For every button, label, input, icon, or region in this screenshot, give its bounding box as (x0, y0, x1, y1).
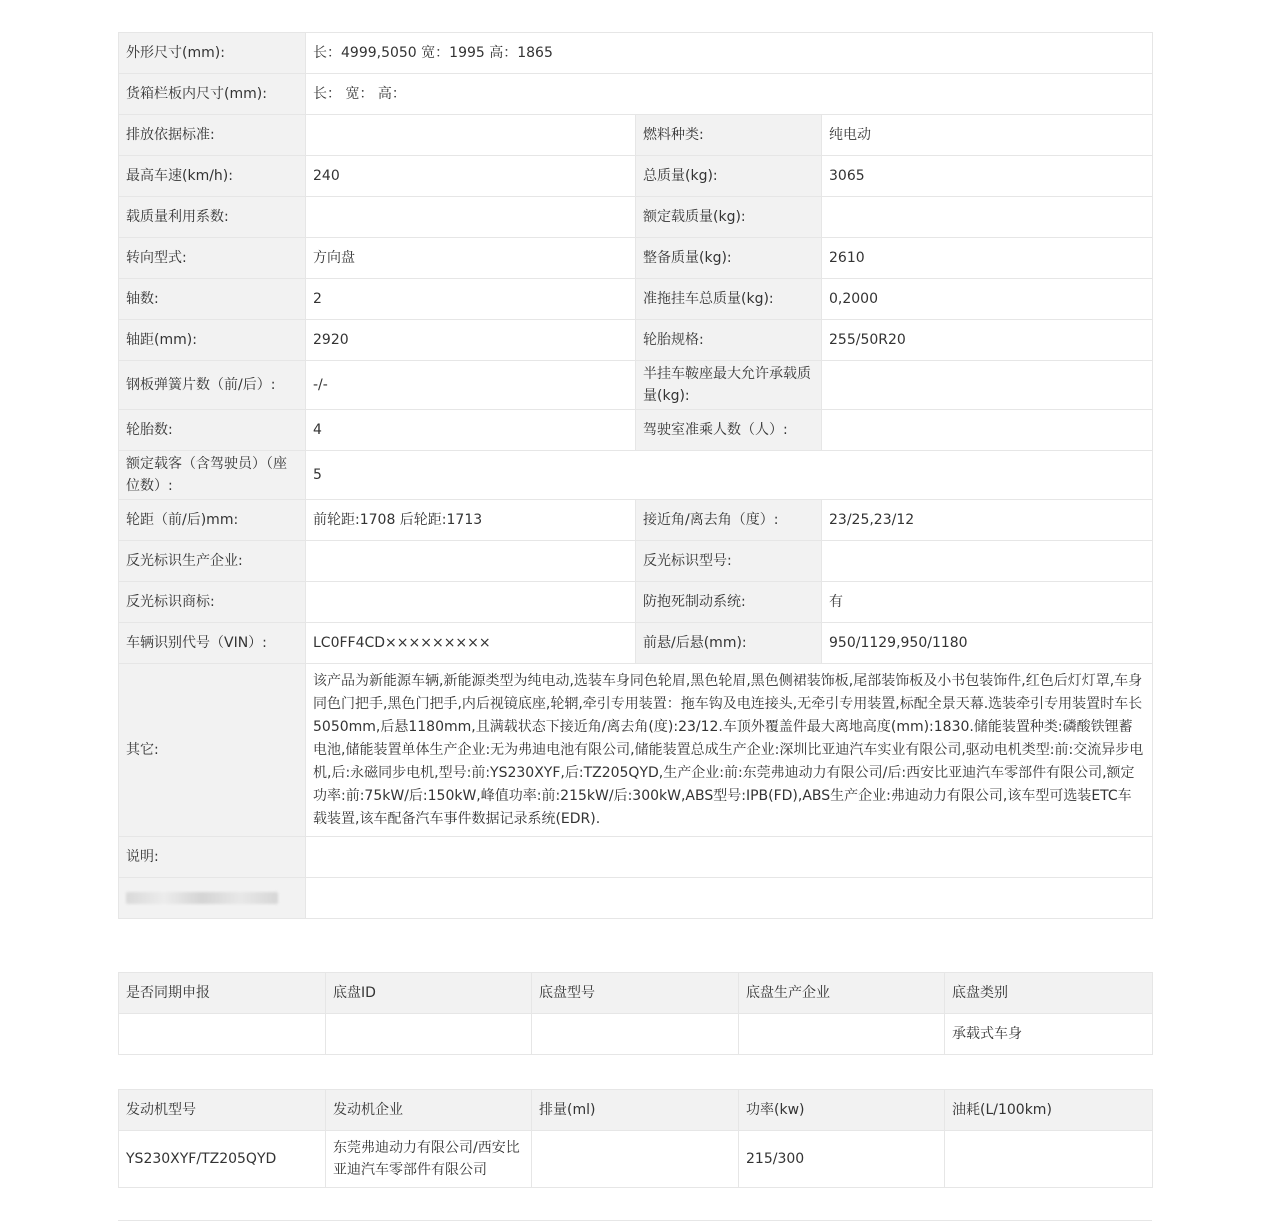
spec-label: 排放依据标准: (119, 115, 306, 156)
spec-label: 轮胎数: (119, 410, 306, 451)
spec-value: 有 (822, 582, 1153, 623)
spec-label: 反光标识生产企业: (119, 541, 306, 582)
spec-label: 反光标识商标: (119, 582, 306, 623)
spec-value (822, 361, 1153, 410)
spec-value (306, 197, 636, 238)
spec-label (119, 878, 306, 919)
spec-value (822, 197, 1153, 238)
table-cell: 215/300 (739, 1131, 945, 1188)
spec-label: 接近角/离去角（度）: (636, 500, 822, 541)
redacted-label (126, 892, 278, 904)
spec-row (119, 115, 1153, 156)
column-header: 发动机型号 (119, 1090, 326, 1131)
spec-row (119, 541, 1153, 582)
spec-value (306, 115, 636, 156)
table-cell (532, 1131, 739, 1188)
table-cell: 承载式车身 (945, 1014, 1153, 1055)
spec-label: 驾驶室准乘人数（人）: (636, 410, 822, 451)
spec-label: 外形尺寸(mm): (119, 33, 306, 74)
spec-value: 2610 (822, 238, 1153, 279)
chassis-section (118, 972, 1152, 1055)
spec-label: 反光标识型号: (636, 541, 822, 582)
spec-row-seats (119, 451, 1153, 500)
chassis-table (118, 972, 1153, 1055)
column-header: 是否同期申报 (119, 973, 326, 1014)
table-cell (326, 1014, 532, 1055)
spec-value (306, 878, 1153, 919)
spec-label: 总质量(kg): (636, 156, 822, 197)
spec-row (119, 279, 1153, 320)
spec-label: 轴距(mm): (119, 320, 306, 361)
spec-label: 说明: (119, 837, 306, 878)
spec-label: 车辆识别代号（VIN）: (119, 623, 306, 664)
spec-label: 轮胎规格: (636, 320, 822, 361)
spec-label: 轴数: (119, 279, 306, 320)
spec-value (822, 410, 1153, 451)
spec-value: 2 (306, 279, 636, 320)
spec-value: 长：4999,5050 宽：1995 高：1865 (306, 33, 1153, 74)
spec-row (119, 197, 1153, 238)
spec-value: 方向盘 (306, 238, 636, 279)
spec-row (119, 410, 1153, 451)
spec-value (306, 541, 636, 582)
spec-label: 钢板弹簧片数（前/后）: (119, 361, 306, 410)
chassis-header-row (119, 973, 1153, 1014)
spec-row (119, 238, 1153, 279)
spec-table (118, 32, 1153, 919)
spec-row (119, 320, 1153, 361)
column-header: 发动机企业 (326, 1090, 532, 1131)
spec-value: 4 (306, 410, 636, 451)
engine-header-row (119, 1090, 1153, 1131)
spec-value (822, 541, 1153, 582)
spec-value: -/- (306, 361, 636, 410)
table-cell (945, 1131, 1153, 1188)
spec-value: 2920 (306, 320, 636, 361)
table-row (119, 1014, 1153, 1055)
spec-row (119, 623, 1153, 664)
engine-table (118, 1089, 1153, 1188)
spec-value: 950/1129,950/1180 (822, 623, 1153, 664)
table-cell (119, 1014, 326, 1055)
spec-label: 防抱死制动系统: (636, 582, 822, 623)
spec-row-note (119, 837, 1153, 878)
column-header: 底盘ID (326, 973, 532, 1014)
spec-label: 额定载客（含驾驶员）（座位数）: (119, 451, 306, 500)
spec-value (306, 837, 1153, 878)
spec-label: 整备质量(kg): (636, 238, 822, 279)
spec-label: 载质量利用系数: (119, 197, 306, 238)
spec-label: 轮距（前/后)mm: (119, 500, 306, 541)
spec-value: 5 (306, 451, 1153, 500)
spec-row (119, 582, 1153, 623)
spec-row-other (119, 664, 1153, 837)
vehicle-spec-sheet (118, 32, 1152, 919)
spec-row (119, 156, 1153, 197)
table-cell: YS230XYF/TZ205QYD (119, 1131, 326, 1188)
spec-value: 前轮距:1708 后轮距:1713 (306, 500, 636, 541)
spec-label: 燃料种类: (636, 115, 822, 156)
column-header: 油耗(L/100km) (945, 1090, 1153, 1131)
table-row (119, 1131, 1153, 1188)
spec-label: 半挂车鞍座最大允许承载质量(kg): (636, 361, 822, 410)
other-description: 该产品为新能源车辆,新能源类型为纯电动,选装车身同色轮眉,黑色轮眉,黑色侧裙装饰板,尾部装饰板及小书包装饰件,红色后灯灯罩,车身同色门把手,黑色门把手,内后视镜底座,轮辋,牵引专用装置：拖车钩及电连接头,无牵引专用装置,标配全景天幕.选装牵引专用装置时车长5050mm,后悬1180mm,且满载状态下接近角/离去角(度):23/12.车顶外覆盖件最大离地高度(mm):1830.储能装置种类:磷酸铁锂蓄电池,储能装置单体生产企业:无为弗迪电池有限公司,储能装置总成生产企业:深圳比亚迪汽车实业有限公司,驱动电机类型:前:交流异步电机,后:永磁同步电机,型号:前:YS230XYF,后:TZ205QYD,生产企业:前:东莞弗迪动力有限公司/后:西安比亚迪汽车零部件有限公司,额定功率:前:75kW/后:150kW,峰值功率:前:215kW/后:300kW,ABS型号:IPB(FD),ABS生产企业:弗迪动力有限公司,该车型可选装ETC车载装置,该车配备汽车事件数据记录系统(EDR). (306, 664, 1153, 837)
spec-label: 额定载质量(kg): (636, 197, 822, 238)
spec-row-dimensions (119, 33, 1153, 74)
spec-value: 23/25,23/12 (822, 500, 1153, 541)
divider (118, 1220, 1152, 1221)
spec-value: 255/50R20 (822, 320, 1153, 361)
engine-section (118, 1089, 1152, 1188)
spec-row (119, 361, 1153, 410)
spec-label: 前悬/后悬(mm): (636, 623, 822, 664)
spec-label: 最高车速(km/h): (119, 156, 306, 197)
column-header: 底盘生产企业 (739, 973, 945, 1014)
spec-value: 3065 (822, 156, 1153, 197)
spec-value: 长： 宽： 高： (306, 74, 1153, 115)
spec-label: 其它: (119, 664, 306, 837)
spec-row (119, 500, 1153, 541)
spec-label: 转向型式: (119, 238, 306, 279)
spec-value: 240 (306, 156, 636, 197)
column-header: 底盘类别 (945, 973, 1153, 1014)
table-cell: 东莞弗迪动力有限公司/西安比亚迪汽车零部件有限公司 (326, 1131, 532, 1188)
spec-row-cargo (119, 74, 1153, 115)
spec-value: 纯电动 (822, 115, 1153, 156)
spec-label: 准拖挂车总质量(kg): (636, 279, 822, 320)
table-cell (532, 1014, 739, 1055)
spec-value: LC0FF4CD××××××××× (306, 623, 636, 664)
spec-value (306, 582, 636, 623)
column-header: 功率(kw) (739, 1090, 945, 1131)
spec-row-redacted (119, 878, 1153, 919)
column-header: 排量(ml) (532, 1090, 739, 1131)
spec-value: 0,2000 (822, 279, 1153, 320)
column-header: 底盘型号 (532, 973, 739, 1014)
table-cell (739, 1014, 945, 1055)
spec-label: 货箱栏板内尺寸(mm): (119, 74, 306, 115)
